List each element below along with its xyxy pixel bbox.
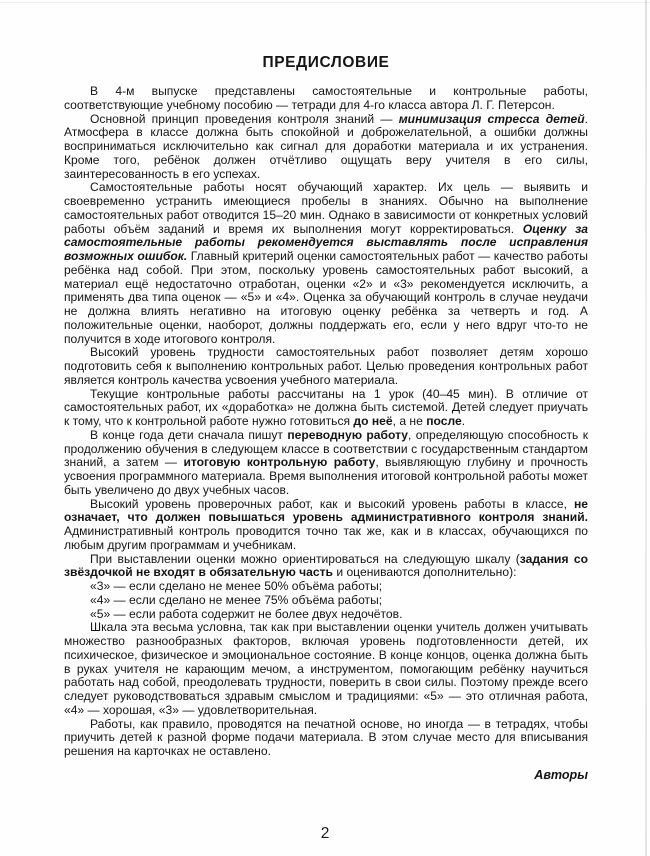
text-segment: после xyxy=(426,414,462,428)
text-segment: . xyxy=(461,414,466,428)
text-segment: Самостоятельные работы носят обучающий характер. Их цель — выявить и своевременно устранить имеющиеся пробелы в знаниях. Обычно на выполнение самостоятельных работ отводится 15–20 мин. Однако в зависимости от конкретных условий работы объём заданий и время их выполнения могут корректироваться. xyxy=(64,180,588,236)
list-item xyxy=(64,608,588,622)
text-segment: не означает, что должен повышаться уровень административного контроля знаний. xyxy=(64,496,588,525)
scan-edge-top xyxy=(0,2,650,3)
page-title: ПРЕДИСЛОВИЕ xyxy=(262,54,390,71)
paragraph xyxy=(64,718,588,759)
text-segment: переводную работу xyxy=(287,427,409,442)
text-segment: Шкала эта весьма условна, так как при выставлении оценки учитель должен учитывать множество разнообразных факторов, включая уровень подготовленности детей, их психическое, физическое и эмоциональное состояние. В конце концов, оценка должна быть в руках учителя не карающим мечом, а инструментом, помогающим ребёнку научиться работать над собой, преодолевать трудности, поверить в свои силы. Поэтому прежде всего следует руководствоваться здравым смыслом и традициями: «5» — это отличная работа, «4» — хорошая, «3» — удовлетворительная. xyxy=(64,620,588,717)
text-segment: . Атмосфера в классе должна быть спокойной и доброжелательной, а ошибки должны восприниматься исключительно как сигнал для доработки материала и их устранения. Кроме того, ребёнок должен отчётливо ощущать веру учителя в его силы, заинтересованность в его успехах. xyxy=(64,111,588,181)
text-segment: минимизация стресса детей xyxy=(398,111,585,126)
paragraph xyxy=(64,181,588,346)
text-segment: итоговую контрольную работу xyxy=(183,455,376,470)
paragraph xyxy=(64,85,588,113)
scan-edge-right xyxy=(645,0,647,856)
text-segment: Оценку за самостоятельные работы рекомендуется выставлять после исправления возможных ошибок. xyxy=(64,221,588,263)
text-segment: Высокий уровень проверочных работ, как и высокий уровень работы в классе, xyxy=(90,496,574,511)
page-number: 2 xyxy=(320,825,330,842)
text-segment: При выставлении оценки можно ориентироваться на следующую шкалу ( xyxy=(90,551,520,566)
paragraph xyxy=(64,388,588,429)
text-segment: , выявляющую глубину и прочность усвоения программного материала. Время выполнения итоговой контрольной работы может быть увеличено до двух учебных часов. xyxy=(64,455,588,497)
text-segment: «3» — если сделано не менее 50% объёма работы; xyxy=(90,579,383,593)
list-item xyxy=(64,580,588,594)
text-segment: до неё xyxy=(353,414,393,428)
text-segment: задания со звёздочкой не входят в обязательную часть xyxy=(64,551,589,580)
text-segment: Текущие контрольные работы рассчитаны на 1 урок (40–45 мин). В отличие от самостоятельных работ, их «доработка» не должна быть системой. Детей следует приучать к тому, что к контрольной работе нужно готовиться xyxy=(64,386,588,428)
text-segment: и оцениваются дополнительно): xyxy=(332,565,517,580)
text-segment: , а не xyxy=(392,414,427,428)
paragraph xyxy=(64,113,588,182)
text-segment: В конце года дети сначала пишут xyxy=(90,427,288,442)
paragraph xyxy=(64,621,588,717)
text-segment: Главный критерий оценки самостоятельных работ — качество работы ребёнка над собой. При этом, поскольку уровень самостоятельных работ высокий, а материал ещё недостаточно отработан, оценки «2» и «3» рекомендуется исключить, а применять два типа оценок — «5» и «4». Оценка за обучающий контроль в случае неудачи не должна влиять негативно на итоговую оценку ребёнка за четверть и год. А положительные оценки, наоборот, должны поддержать его, если у него вдруг что-то не получится в ходе итогового контроля. xyxy=(64,249,589,346)
text-segment: В 4-м выпуске представлены самостоятельные и контрольные работы, соответствующие учебному пособию — тетради для 4-го класса автора Л. Г. Петерсон. xyxy=(64,84,588,112)
text-segment: «5» — если работа содержит не более двух недочётов. xyxy=(90,606,403,621)
paragraph xyxy=(64,346,588,387)
paragraph xyxy=(64,553,588,581)
page-content xyxy=(64,54,588,782)
page-body xyxy=(64,85,588,759)
text-segment: «4» — если сделано не менее 75% объёма работы; xyxy=(90,592,383,607)
authors-signature: Авторы xyxy=(534,767,588,782)
text-segment: , определяющую способность к продолжению обучения в следующем классе в соответствии с государственным стандартом знаний, а затем — xyxy=(64,427,588,470)
text-segment: Высокий уровень трудности самостоятельных работ позволяет детям хорошо подготовить себя к выполнению контрольных работ. Целью проведения контрольных работ является контроль качества усвоения учебного материала. xyxy=(64,345,588,387)
paragraph xyxy=(64,429,588,498)
list-item xyxy=(64,594,588,608)
text-segment: Работы, как правило, проводятся на печатной основе, но иногда — в тетрадях, чтобы приучить детей к разной форме подачи материала. В этом случае место для вписывания решения на карточках не оставлено. xyxy=(64,716,588,758)
text-segment: Основной принцип проведения контроля знаний — xyxy=(90,111,399,126)
text-segment: Административный контроль проводится точно так же, как и в классах, обучающихся по любым другим программам и учебникам. xyxy=(64,524,588,552)
paragraph xyxy=(64,498,588,553)
